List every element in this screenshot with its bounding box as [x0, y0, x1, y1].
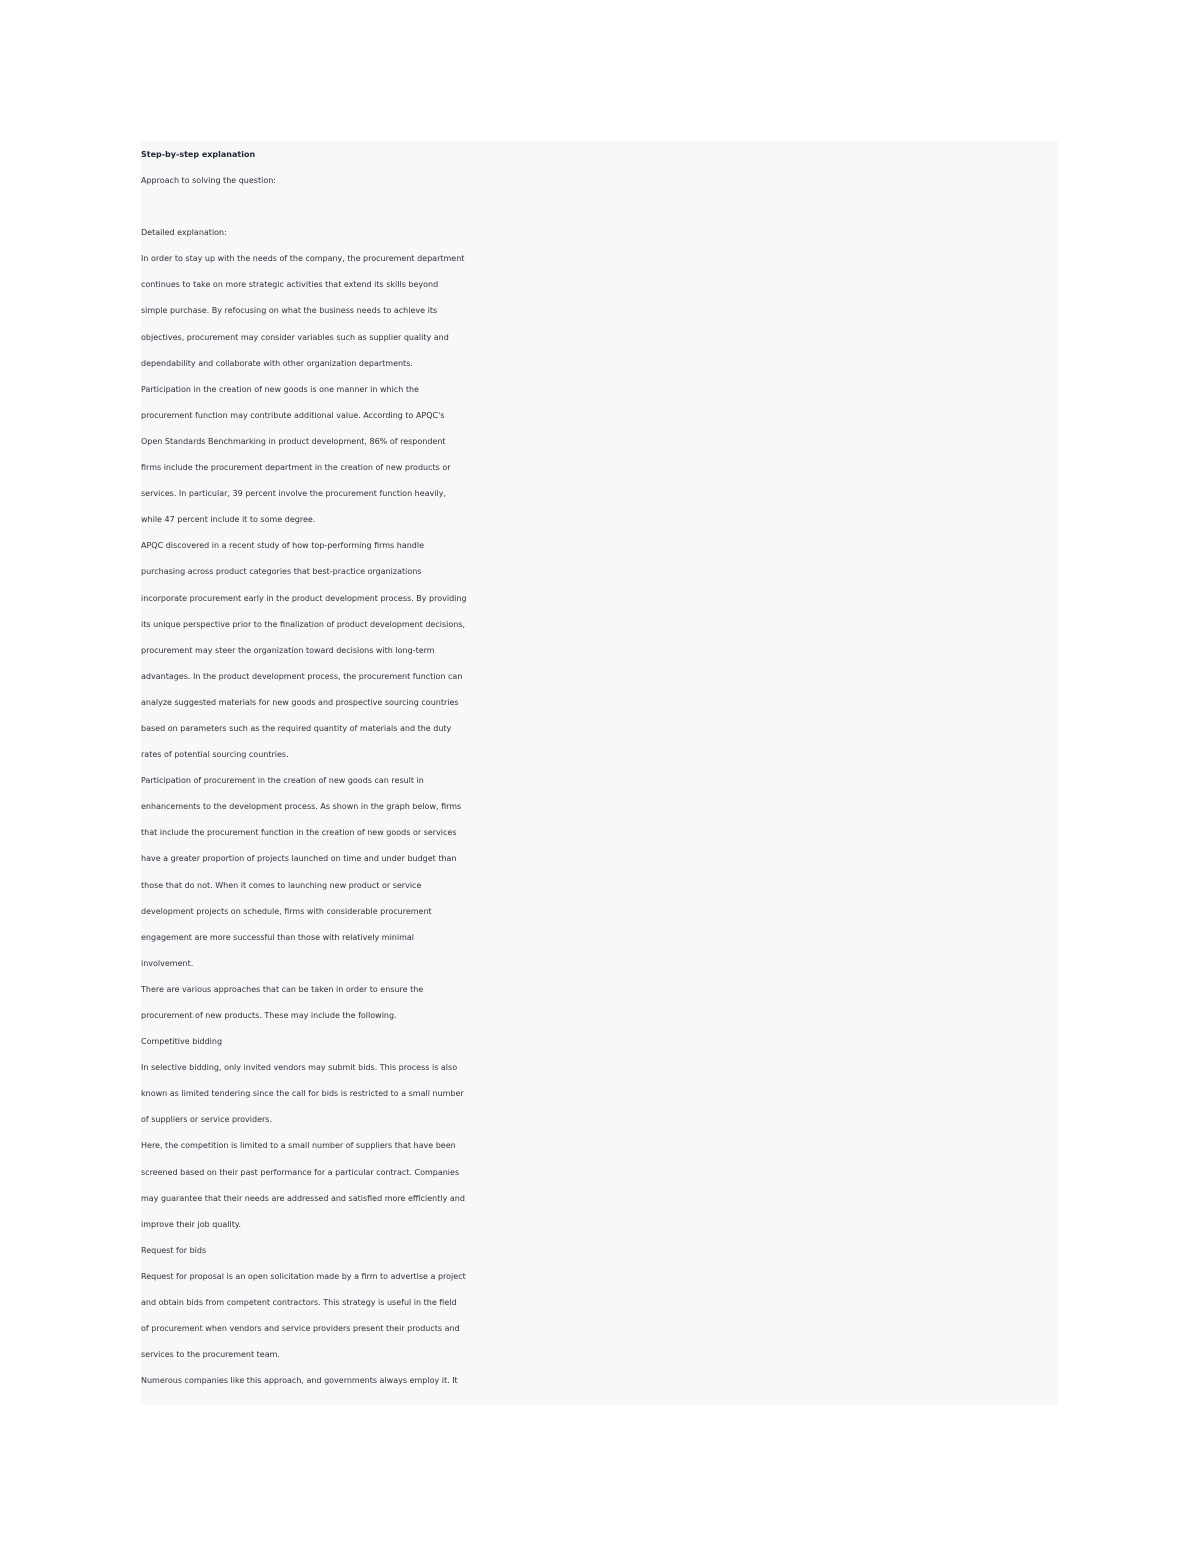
text-line: incorporate procurement early in the product development process. By providing: [141, 593, 467, 603]
text-line: of procurement when vendors and service providers present their products and: [141, 1324, 460, 1334]
text-line: involvement.: [141, 958, 194, 968]
section-heading: Step-by-step explanation: [141, 150, 256, 159]
text-line: engagement are more successful than those with relatively minimal: [141, 932, 415, 942]
text-line: Participation of procurement in the creation of new goods can result in: [141, 776, 424, 786]
text-line: known as limited tendering since the call for bids is restricted to a small number: [141, 1089, 464, 1099]
text-line: procurement may steer the organization toward decisions with long-term: [141, 645, 435, 655]
text-line: firms include the procurement department in the creation of new products or: [141, 463, 451, 473]
text-line: advantages. In the product development process, the procurement function can: [141, 671, 463, 681]
text-line: Competitive bidding: [141, 1037, 223, 1047]
text-line: APQC discovered in a recent study of how top-performing firms handle: [141, 541, 425, 551]
text-line: enhancements to the development process. As shown in the graph below, firms: [141, 802, 462, 812]
text-line: Approach to solving the question:: [141, 176, 276, 185]
body-text: [141, 168, 1058, 1394]
text-line: services. In particular, 39 percent involve the procurement function heavily,: [141, 489, 447, 499]
text-line: Numerous companies like this approach, and governments always employ it. It: [141, 1376, 458, 1386]
text-line: while 47 percent include it to some degree.: [141, 515, 316, 525]
text-line: Here, the competition is limited to a small number of suppliers that have been: [141, 1141, 456, 1151]
document-body: [141, 141, 1058, 1405]
text-line: and obtain bids from competent contractors. This strategy is useful in the field: [141, 1298, 457, 1308]
text-line: procurement of new products. These may include the following.: [141, 1011, 397, 1020]
text-line: simple purchase. By refocusing on what the business needs to achieve its: [141, 306, 438, 316]
text-line: Participation in the creation of new goods is one manner in which the: [141, 384, 419, 394]
text-line: procurement function may contribute additional value. According to APQC's: [141, 410, 445, 420]
text-line: Request for proposal is an open solicitation made by a firm to advertise a project: [141, 1271, 466, 1281]
text-line: of suppliers or service providers.: [141, 1115, 272, 1125]
text-line: purchasing across product categories that best-practice organizations: [141, 567, 422, 577]
text-line: There are various approaches that can be taken in order to ensure the: [141, 984, 424, 994]
text-line: services to the procurement team.: [141, 1350, 280, 1360]
text-line: dependability and collaborate with other organization departments.: [141, 358, 413, 368]
text-line: those that do not. When it comes to launching new product or service: [141, 880, 422, 890]
text-line: Detailed explanation:: [141, 228, 227, 238]
text-line: rates of potential sourcing countries.: [141, 750, 289, 760]
text-line: analyze suggested materials for new goods and prospective sourcing countries: [141, 697, 459, 707]
text-line: Request for bids: [141, 1245, 207, 1255]
blank-line: [141, 194, 1058, 220]
text-line: have a greater proportion of projects launched on time and under budget than: [141, 854, 457, 864]
text-line: its unique perspective prior to the finalization of product development decisions,: [141, 619, 466, 629]
text-line: continues to take on more strategic activities that extend its skills beyond: [141, 280, 439, 290]
text-line: screened based on their past performance for a particular contract. Companies: [141, 1167, 460, 1177]
text-line: In selective bidding, only invited vendors may submit bids. This process is also: [141, 1063, 458, 1073]
text-line: objectives, procurement may consider variables such as supplier quality and: [141, 332, 449, 342]
text-line: based on parameters such as the required quantity of materials and the duty: [141, 723, 452, 733]
text-line: Open Standards Benchmarking in product development, 86% of respondent: [141, 436, 446, 446]
text-line: that include the procurement function in the creation of new goods or services: [141, 828, 457, 838]
text-line: development projects on schedule, firms with considerable procurement: [141, 906, 432, 916]
text-line: may guarantee that their needs are addressed and satisfied more efficiently and: [141, 1193, 465, 1203]
text-line: In order to stay up with the needs of the company, the procurement department: [141, 254, 465, 264]
text-line: improve their job quality.: [141, 1219, 241, 1229]
